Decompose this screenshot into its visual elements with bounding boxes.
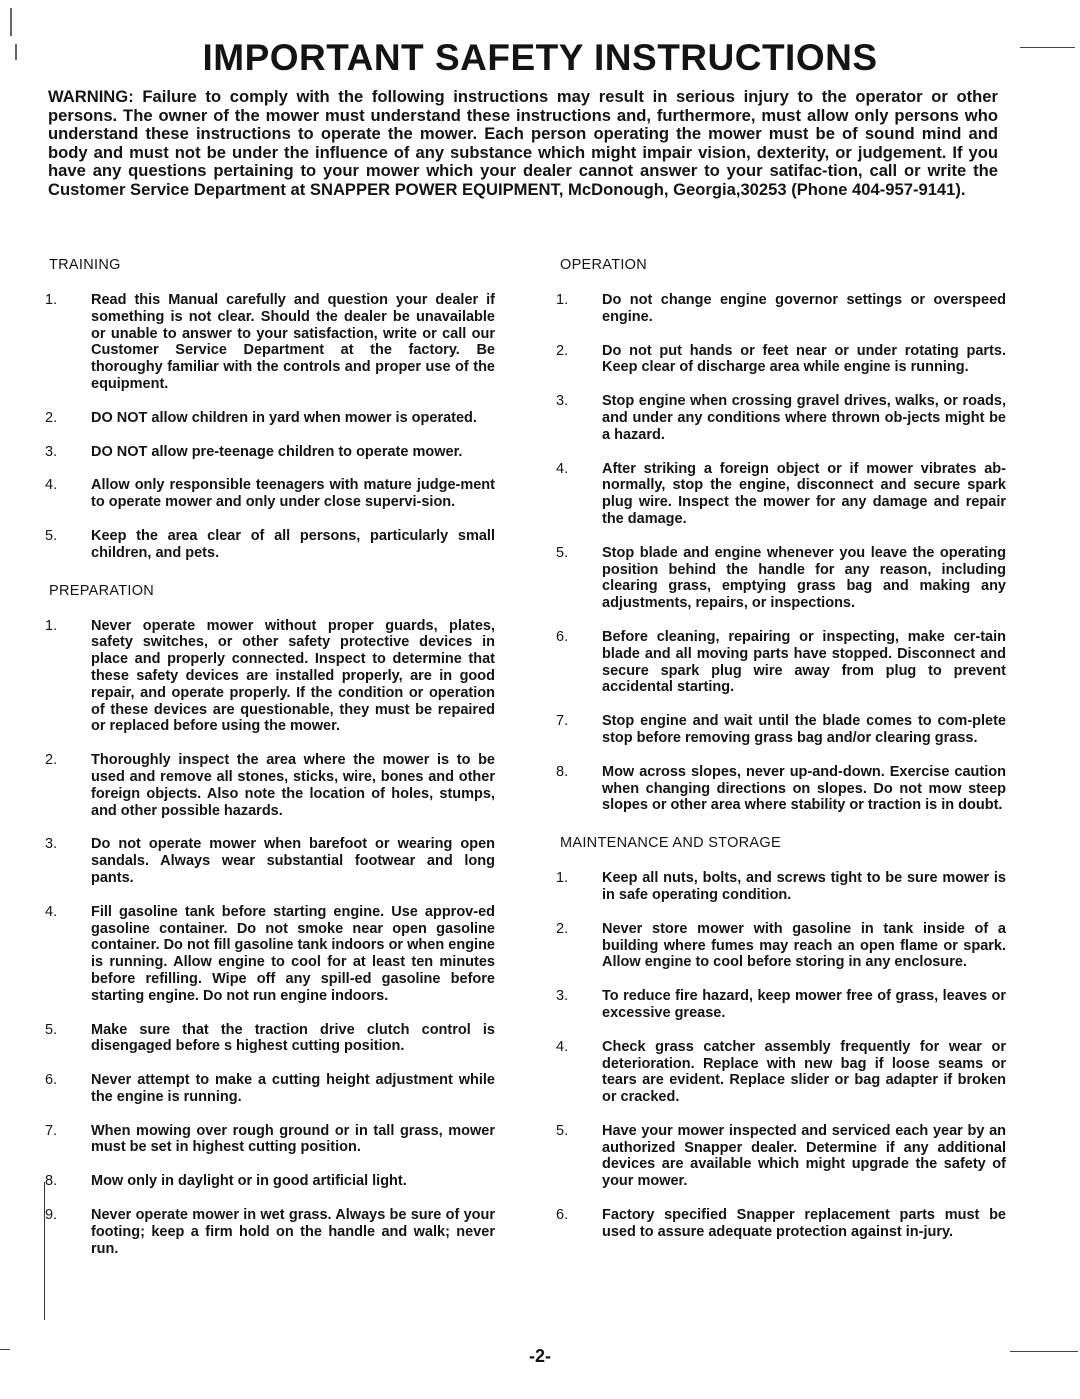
list-item [45, 618, 495, 736]
item-number: 9. [45, 1207, 58, 1224]
list-item [45, 904, 495, 1005]
item-text: Never attempt to make a cutting height adjustment while the engine is running. [91, 1072, 495, 1105]
item-number: 7. [556, 713, 569, 730]
list-item [45, 1123, 495, 1157]
section-heading-preparation: PREPARATION [49, 582, 155, 599]
item-text: Fill gasoline tank before starting engine. Use approv-ed gasoline container. Do not smoke near open gasoline container. Do not fill gasoline tank indoors or when engine is running. Allow engine to cool for at least ten minutes before refilling. Wipe off any spill-ed gasoline before starting engine. Do not run engine indoors. [91, 903, 495, 1004]
list-item [556, 545, 1006, 612]
item-number: 6. [556, 628, 569, 645]
list-item [45, 1072, 495, 1106]
list-item [556, 921, 1006, 971]
section-heading-training: TRAINING [49, 257, 121, 273]
list-item [45, 410, 495, 427]
item-text: Read this Manual carefully and question your dealer if something is not clear. Should the dealer be unavailable or unable to answer to your satisfaction, write or call our Customer Service Department at the factory. Be thoroughy familiar with the controls and proper use of the equipment. [91, 292, 495, 392]
list-item [45, 1207, 495, 1257]
list-item [45, 292, 495, 393]
item-text: DO NOT allow children in yard when mower is operated. [91, 409, 477, 426]
item-text: Allow only responsible teenagers with mature judge-ment to operate mower and only under close supervi-sion. [91, 477, 495, 511]
item-number: 1. [556, 292, 569, 308]
training-list [45, 292, 495, 562]
page-title: IMPORTANT SAFETY INSTRUCTIONS [202, 37, 878, 78]
item-text: Keep the area clear of all persons, particularly small children, and pets. [91, 527, 495, 561]
list-item [556, 764, 1006, 814]
item-text: Have your mower inspected and serviced each year by an authorized Snapper dealer. Determine if any additional devices are available which might upgrade the safety of your mower. [602, 1122, 1006, 1190]
item-text: Do not operate mower when barefoot or wearing open sandals. Always wear substantial footwear and long pants. [91, 836, 495, 886]
item-number: 6. [45, 1072, 58, 1089]
item-number: 7. [45, 1122, 58, 1139]
list-item [556, 629, 1006, 696]
item-number: 3. [45, 443, 58, 460]
item-text: DO NOT allow pre-teenage children to operate mower. [91, 443, 463, 460]
item-text: After striking a foreign object or if mower vibrates ab-normally, stop the engine, disconnect and secure spark plug wire. Inspect the mower for any damage and repair the damage. [602, 460, 1006, 527]
item-number: 8. [556, 763, 569, 780]
item-number: 4. [556, 1038, 569, 1055]
list-item [45, 477, 495, 511]
list-item [45, 528, 495, 562]
list-item [556, 1039, 1006, 1106]
operation-list [556, 292, 1006, 814]
right-column [556, 256, 1006, 1258]
item-text: Do not put hands or feet near or under rotating parts. Keep clear of discharge area while engine is running. [602, 342, 1006, 376]
item-number: 2. [556, 920, 569, 937]
warning-paragraph: WARNING: Failure to comply with the following instructions may result in serious injury to the operator or other persons. The owner of the mower must understand these instructions and, furthermore, must allow only persons who understand these instructions to operate the mower. Each person operating the mower must be of sound mind and body and must not be under the influence of any substance which might impair vision, dexterity, or judgement. If you have any questions pertaining to your mower which your dealer cannot answer to your satifac-tion, call or write the Customer Service Department at SNAPPER POWER EQUIPMENT, McDonough, Georgia,30253 (Phone 404-957-9141). [48, 87, 998, 199]
item-number: 4. [556, 460, 569, 477]
list-item [45, 1173, 495, 1190]
section-heading-maintenance: MAINTENANCE AND STORAGE [560, 835, 781, 852]
item-number: 4. [45, 477, 58, 494]
item-number: 5. [45, 527, 58, 544]
list-item [45, 444, 495, 461]
list-item [556, 292, 1006, 326]
item-text: Stop engine when crossing gravel drives, walks, or roads, and under any conditions where thrown ob-jects might be a hazard. [602, 393, 1006, 443]
preparation-list [45, 618, 495, 1258]
list-item [556, 988, 1006, 1022]
item-text: To reduce fire hazard, keep mower free of grass, leaves or excessive grease. [602, 988, 1006, 1021]
section-heading-operation: OPERATION [560, 257, 648, 273]
item-number: 4. [45, 903, 58, 920]
item-text: Never store mower with gasoline in tank inside of a building where fumes may reach an open flame or spark. Allow engine to cool before storing in any enclosure. [602, 920, 1006, 971]
left-column [45, 256, 495, 1274]
item-number: 5. [45, 1021, 58, 1038]
list-item [556, 461, 1006, 528]
list-item [45, 836, 495, 886]
list-item [556, 393, 1006, 443]
item-text: Stop engine and wait until the blade comes to com-plete stop before removing grass bag and/or clearing grass. [602, 713, 1006, 746]
item-number: 6. [556, 1207, 569, 1224]
list-item [556, 1207, 1006, 1241]
item-text: Mow across slopes, never up-and-down. Exercise caution when changing directions on slopes. Do not mow steep slopes or other area where stability or traction is in doubt. [602, 763, 1006, 814]
item-number: 3. [556, 988, 569, 1005]
item-number: 1. [556, 870, 569, 887]
item-text: Keep all nuts, bolts, and screws tight to be sure mower is in safe operating condition. [602, 870, 1006, 903]
item-number: 3. [556, 393, 569, 410]
item-text: Make sure that the traction drive clutch control is disengaged before s highest cutting position. [91, 1021, 495, 1055]
item-text: Do not change engine governor settings or overspeed engine. [602, 292, 1006, 325]
item-text: Thoroughly inspect the area where the mower is to be used and remove all stones, sticks, wire, bones and other foreign objects. Also note the location of holes, stumps, and other possible hazards. [91, 752, 495, 819]
item-number: 5. [556, 544, 569, 561]
maintenance-list [556, 870, 1006, 1241]
item-text: Before cleaning, repairing or inspecting, make cer-tain blade and all moving parts have stopped. Disconnect and secure spark plug wire away from plug to prevent accidental starting. [602, 628, 1006, 696]
item-number: 8. [45, 1173, 58, 1190]
item-text: Factory specified Snapper replacement parts must be used to assure adequate protection against in-jury. [602, 1207, 1006, 1240]
item-text: Check grass catcher assembly frequently for wear or deterioration. Replace with new bag if loose seams or tears are evident. Replace slider or bag adapter if broken or cracked. [602, 1038, 1006, 1106]
list-item [556, 343, 1006, 377]
list-item [45, 1022, 495, 1056]
page-number: -2- [529, 1346, 551, 1366]
item-text: When mowing over rough ground or in tall grass, mower must be set in highest cutting position. [91, 1122, 495, 1156]
list-item [556, 1123, 1006, 1190]
item-number: 2. [45, 752, 58, 769]
item-number: 2. [45, 409, 58, 426]
list-item [556, 713, 1006, 747]
list-item [556, 870, 1006, 904]
item-number: 1. [45, 292, 58, 308]
item-number: 1. [45, 617, 58, 634]
item-number: 2. [556, 342, 569, 359]
list-item [45, 752, 495, 819]
item-number: 5. [556, 1122, 569, 1139]
item-text: Never operate mower in wet grass. Always be sure of your footing; keep a firm hold on the handle and walk; never run. [91, 1207, 495, 1257]
item-text: Stop blade and engine whenever you leave the operating position behind the handle for any reason, including clearing grass, emptying grass bag and making any adjustments, repairs, or inspections. [602, 544, 1006, 612]
scan-speck [10, 8, 12, 36]
item-text: Never operate mower without proper guards, plates, safety switches, or other safety protective devices in place and properly connected. Inspect to determine that these safety devices are installed properly, are in good repair, and operate properly. If the condition or operation of these devices are questionable, they must be repaired or replaced before using the mower. [91, 617, 495, 735]
item-number: 3. [45, 836, 58, 853]
item-text: Mow only in daylight or in good artificial light. [91, 1173, 407, 1190]
